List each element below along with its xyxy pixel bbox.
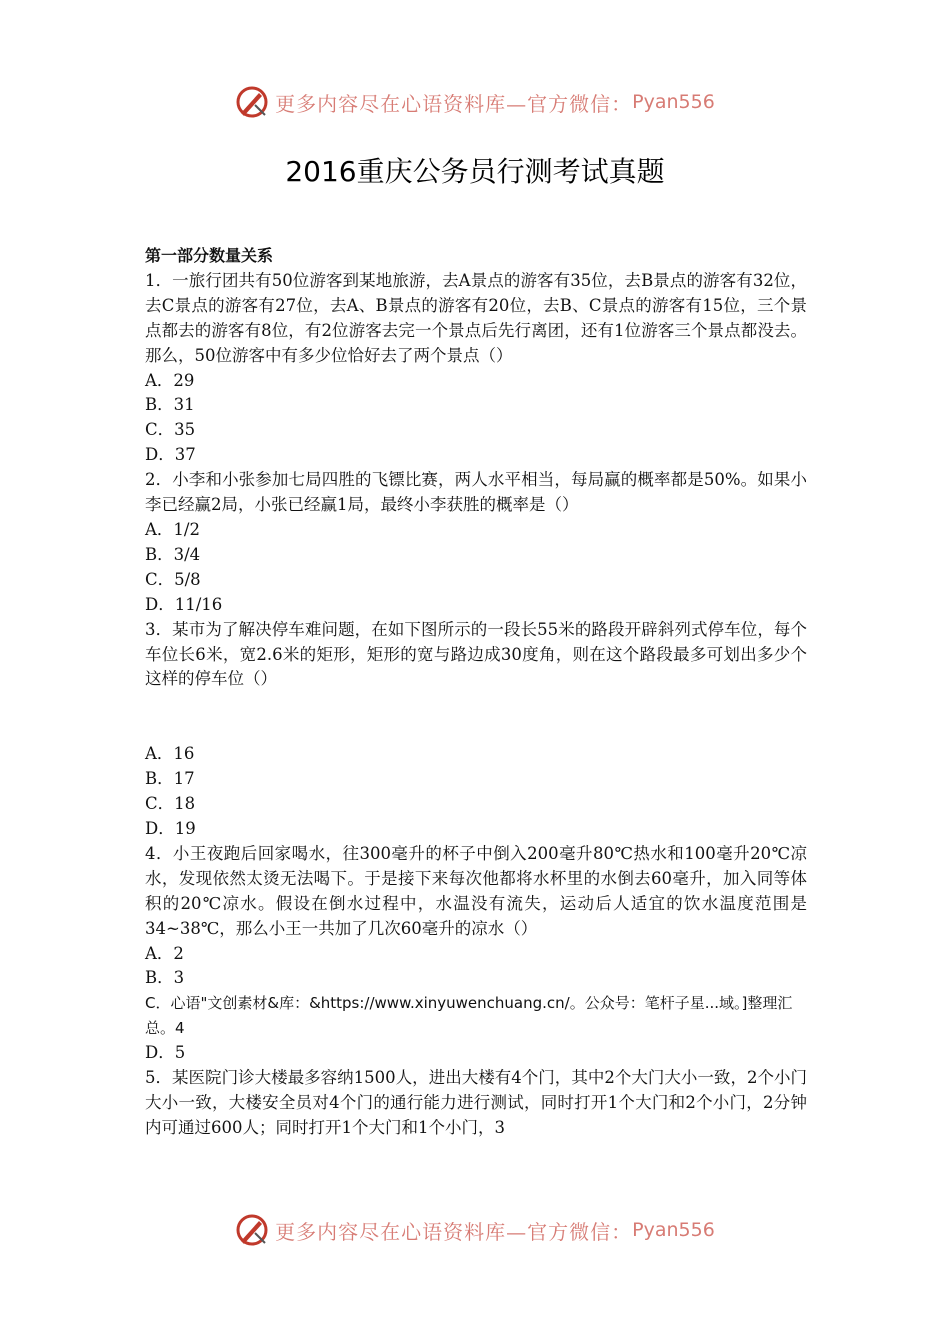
section-heading: 第一部分数量关系 <box>145 246 274 265</box>
q2-option-c: C．5/8 <box>145 569 201 589</box>
q2-option-a: A．1/2 <box>145 519 200 539</box>
q1-option-d: D．37 <box>145 445 196 465</box>
footer-banner-brand: Pyan556 <box>632 1219 715 1241</box>
q2-option-b: B．3/4 <box>145 544 201 564</box>
footer-banner-text: 更多内容尽在心语资料库—官方微信： <box>275 1219 633 1244</box>
footer-banner <box>0 1210 950 1250</box>
q2-option-d: D．11/16 <box>145 594 223 614</box>
q1-option-a: A．29 <box>145 370 195 390</box>
q3-option-d: D．19 <box>145 819 196 839</box>
document-body <box>145 244 807 1141</box>
question-4: 4．小王夜跑后回家喝水，往300毫升的杯子中倒入200毫升80℃热水和100毫升20℃凉水，发现依然太烫无法喝下。于是接下来每次他都将水杯里的水倒去60毫升，加入同等体积的20℃凉水。假设在倒水过程中，水温没有流失，运动后人适宜的饮水温度范围是34~38℃，那么小王一共加了几次60毫升的凉水（） <box>145 843 807 938</box>
q3-option-c: C．18 <box>145 794 196 814</box>
q1-option-b: B．31 <box>145 395 195 415</box>
question-5: 5．某医院门诊大楼最多容纳1500人，进出大楼有4个门，其中2个大门大小一致，2个小门大小一致，大楼安全员对4个门的通行能力进行测试，同时打开1个大门和2个小门，2分钟内可通过600人；同时打开1个大门和1个小门，3 <box>145 1068 807 1137</box>
question-1: 1．一旅行团共有50位游客到某地旅游，去A景点的游客有35位，去B景点的游客有32位，去C景点的游客有27位，去A、B景点的游客有20位，去B、C景点的游客有15位，三个景点都去的游客有8位，有2位游客去完一个景点后先行离团，还有1位游客三个景点都没去。那么，50位游客中有多少位恰好去了两个景点（） <box>145 270 807 365</box>
q4-option-d: D．5 <box>145 1043 186 1063</box>
q3-option-b: B．17 <box>145 769 195 789</box>
header-banner <box>0 82 950 122</box>
q3-option-a: A．16 <box>145 744 195 764</box>
q4-option-b: B．3 <box>145 968 185 988</box>
question-3: 3．某市为了解决停车难问题，在如下图所示的一段长55米的路段开辟斜列式停车位，每个车位长6米，宽2.6米的矩形，矩形的宽与路边成30度角，则在这个路段最多可划出多少个这样的停车位（） <box>145 619 807 689</box>
q4-option-a: A．2 <box>145 943 184 963</box>
page-title: 2016重庆公务员行测考试真题 <box>285 155 665 188</box>
pen-logo-icon <box>235 1213 269 1247</box>
pen-logo-icon <box>235 85 269 119</box>
header-banner-text: 更多内容尽在心语资料库—官方微信： <box>275 91 633 116</box>
header-banner-brand: Pyan556 <box>632 91 715 113</box>
q4-option-c: C．心语"文创素材&库：&https://www.xinyuwenchuang.cn/。公众号：笔杆子星...域。]整理汇总。4 <box>145 994 793 1038</box>
missing-figure-space <box>145 692 807 742</box>
q1-option-c: C．35 <box>145 420 196 440</box>
question-2: 2．小李和小张参加七局四胜的飞镖比赛，两人水平相当，每局赢的概率都是50%。如果小李已经赢2局，小张已经赢1局，最终小李获胜的概率是（） <box>145 470 807 515</box>
